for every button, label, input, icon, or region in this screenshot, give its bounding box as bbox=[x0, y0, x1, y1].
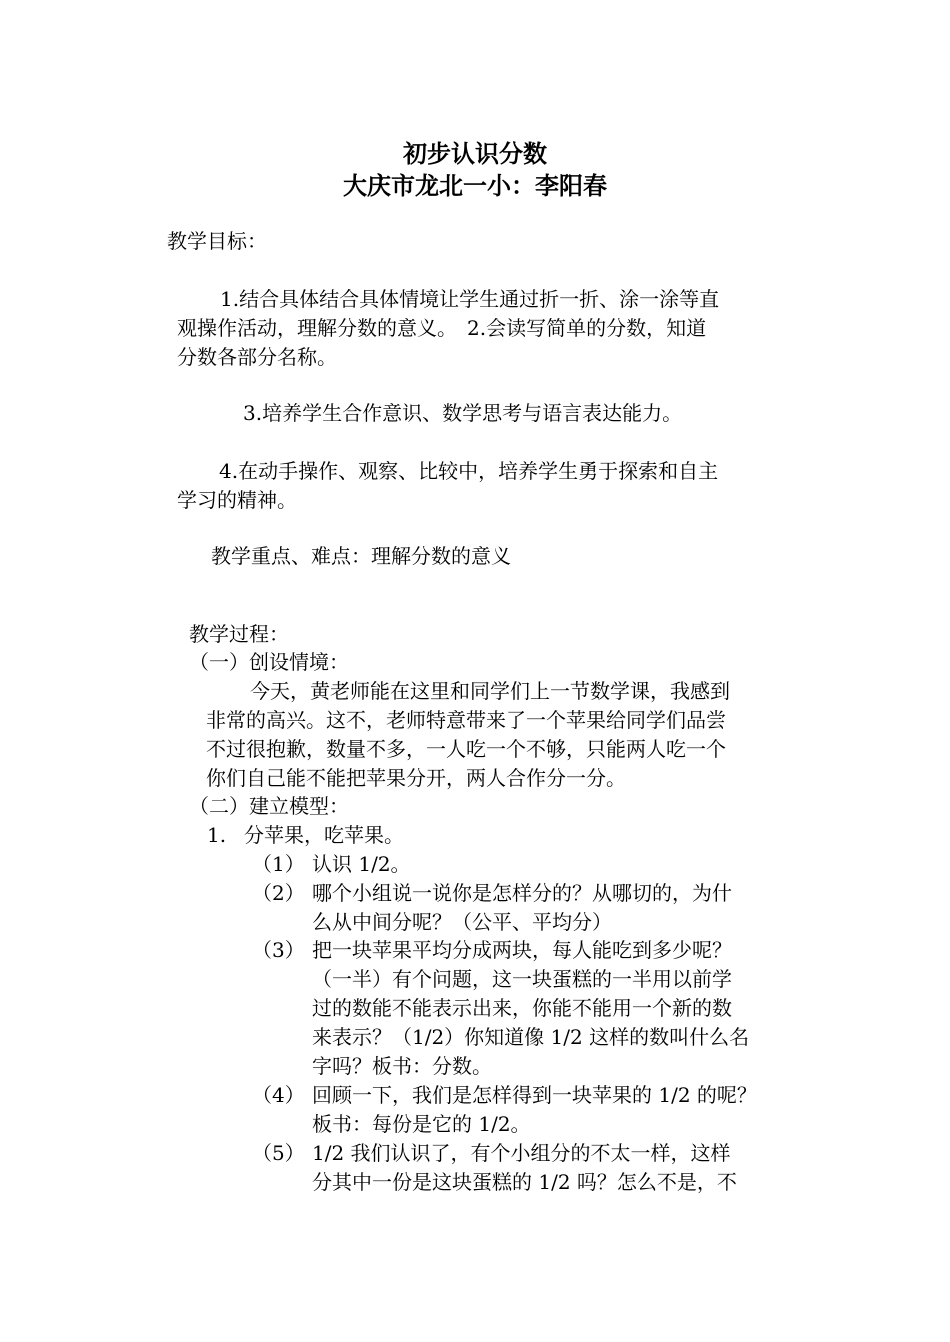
process-heading: 教学过程： bbox=[189, 622, 289, 646]
section-1-line-1: 今天，黄老师能在这里和同学们上一节数学课，我感到 bbox=[250, 679, 730, 703]
objective-1-line-3: 分数各部分名称。 bbox=[177, 345, 337, 369]
item-4-number: （4） bbox=[252, 1083, 305, 1107]
step-1-number: 1. bbox=[207, 823, 227, 847]
key-points: 教学重点、难点：理解分数的意义 bbox=[211, 544, 511, 568]
item-1-number: （1） bbox=[252, 852, 305, 876]
item-5-number: （5） bbox=[252, 1141, 305, 1165]
item-2-line-1: 哪个小组说一说你是怎样分的？从哪切的，为什 bbox=[312, 881, 732, 905]
section-1-line-4: 你们自己能不能把苹果分开，两人合作分一分。 bbox=[206, 766, 626, 790]
objective-3: 3.培养学生合作意识、数学思考与语言表达能力。 bbox=[243, 401, 683, 425]
section-2-heading: （二）建立模型： bbox=[189, 794, 349, 818]
item-3-number: （3） bbox=[252, 938, 305, 962]
item-5-line-1: 1/2 我们认识了，有个小组分的不太一样，这样 bbox=[312, 1141, 731, 1165]
document-title: 初步认识分数 bbox=[403, 140, 547, 168]
section-1-line-2: 非常的高兴。这不，老师特意带来了一个苹果给同学们品尝 bbox=[206, 708, 726, 732]
document-subtitle: 大庆市龙北一小：李阳春 bbox=[343, 172, 607, 200]
objective-1-line-2: 观操作活动，理解分数的意义。 2.会读写简单的分数，知道 bbox=[177, 316, 707, 340]
item-3-line-5: 字吗？板书：分数。 bbox=[312, 1054, 492, 1078]
item-4-line-1: 回顾一下，我们是怎样得到一块苹果的 1/2 的呢？ bbox=[312, 1083, 757, 1107]
step-1-text: 分苹果，吃苹果。 bbox=[244, 823, 404, 847]
item-2-number: （2） bbox=[252, 881, 305, 905]
item-3-line-4: 来表示？（1/2）你知道像 1/2 这样的数叫什么名 bbox=[312, 1025, 750, 1049]
section-1-heading: （一）创设情境： bbox=[189, 650, 349, 674]
item-1-line-1: 认识 1/2。 bbox=[312, 852, 411, 876]
item-2-line-2: 么从中间分呢？（公平、平均分） bbox=[312, 910, 612, 934]
objective-4-line-2: 学习的精神。 bbox=[177, 488, 297, 512]
objective-4-line-1: 4.在动手操作、观察、比较中，培养学生勇于探索和自主 bbox=[219, 459, 719, 483]
item-4-line-2: 板书：每份是它的 1/2。 bbox=[312, 1112, 531, 1136]
objectives-heading: 教学目标： bbox=[167, 229, 267, 253]
item-3-line-2: （一半）有个问题，这一块蛋糕的一半用以前学 bbox=[312, 967, 732, 991]
item-5-line-2: 分其中一份是这块蛋糕的 1/2 吗？怎么不是，不 bbox=[312, 1170, 737, 1194]
objective-1-line-1: 1.结合具体结合具体情境让学生通过折一折、涂一涂等直 bbox=[220, 287, 720, 311]
item-3-line-1: 把一块苹果平均分成两块，每人能吃到多少呢？ bbox=[312, 938, 732, 962]
section-1-line-3: 不过很抱歉，数量不多，一人吃一个不够，只能两人吃一个 bbox=[206, 737, 726, 761]
item-3-line-3: 过的数能不能表示出来，你能不能用一个新的数 bbox=[312, 996, 732, 1020]
